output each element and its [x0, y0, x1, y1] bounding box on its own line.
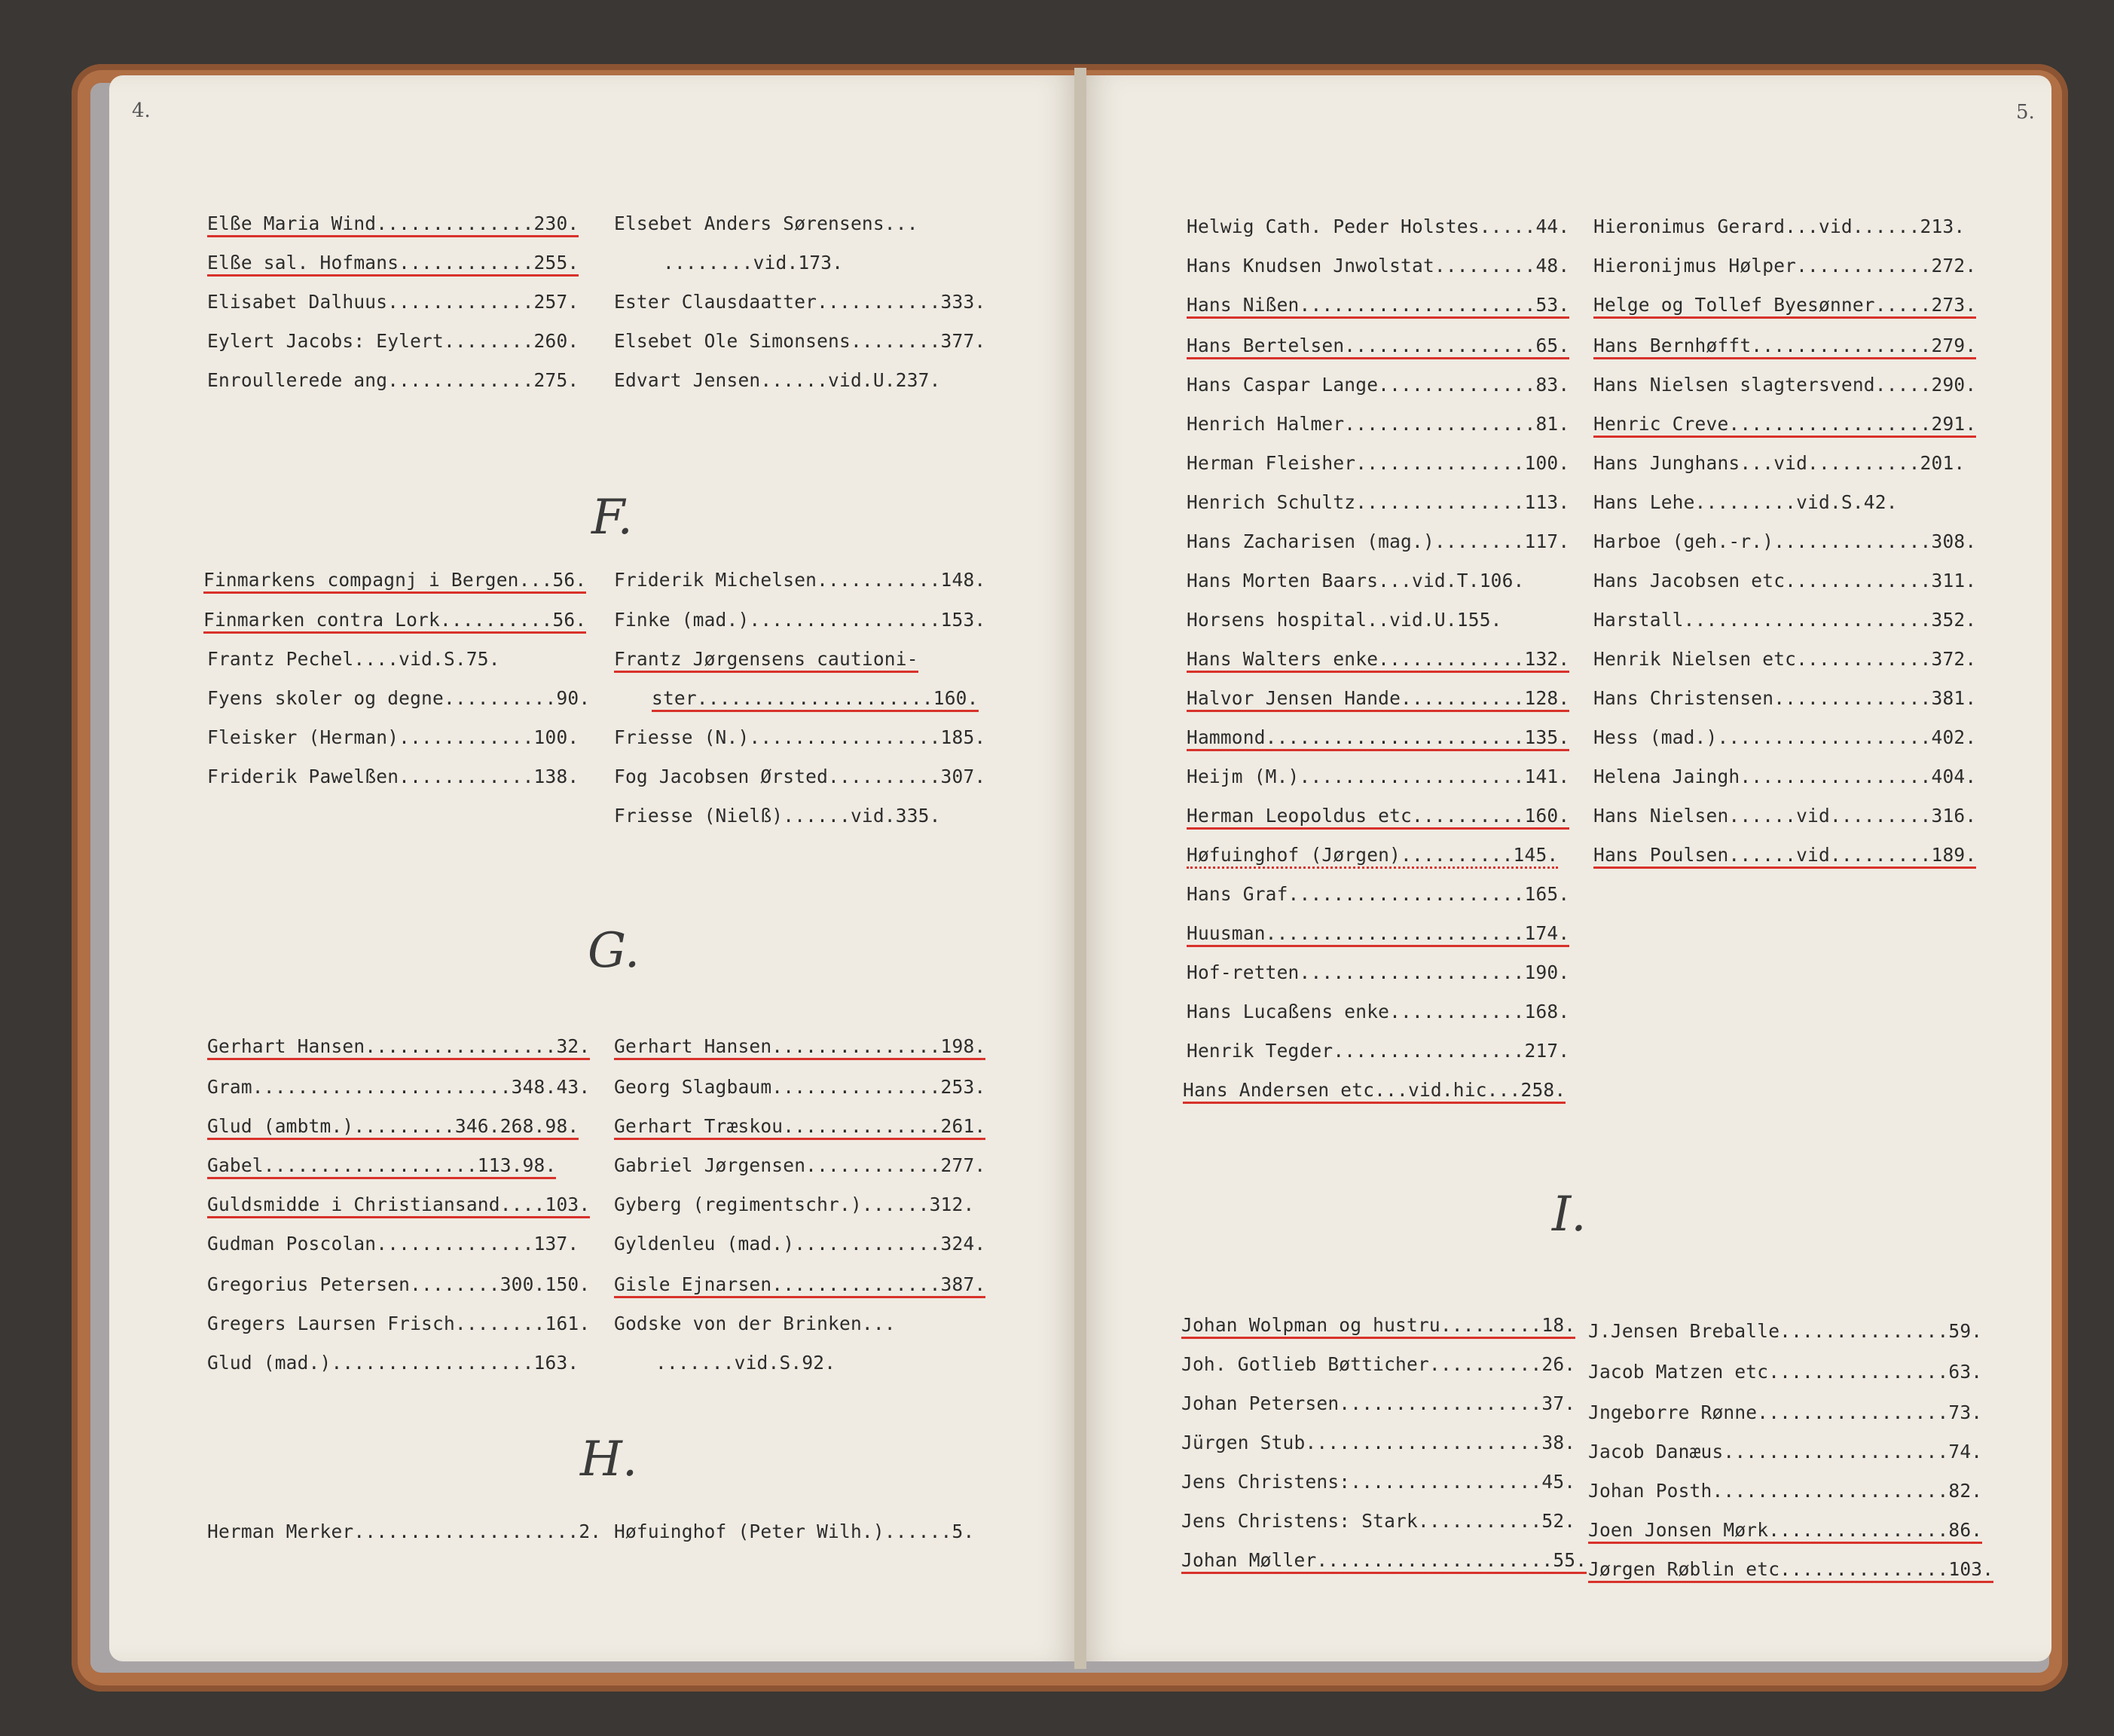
- index-entry: Gyberg (regimentschr.)......312.: [614, 1194, 975, 1215]
- index-entry: Hans Graf.....................165.: [1187, 883, 1570, 905]
- section-letter-g: G.: [588, 923, 640, 979]
- index-entry: Glud (ambtm.).........346.268.98.: [207, 1115, 579, 1140]
- index-entry: J.Jensen Breballe...............59.: [1588, 1320, 1983, 1342]
- index-entry: Finmarkens compagnj i Bergen...56.: [203, 569, 586, 594]
- index-entry: Guldsmidde i Christiansand....103.: [207, 1194, 590, 1218]
- index-entry: Herman Merker....................2.: [207, 1521, 602, 1542]
- index-entry: Herman Leopoldus etc..........160.: [1187, 805, 1569, 830]
- index-entry: Hans Morten Baars...vid.T.106.: [1187, 570, 1525, 591]
- index-entry: Gudman Poscolan..............137.: [207, 1233, 579, 1255]
- index-entry: Hans Knudsen Jnwolstat.........48.: [1187, 255, 1570, 277]
- index-entry: Friesse (N.).................185.: [614, 726, 986, 748]
- index-entry: ster.....................160.: [652, 687, 979, 712]
- index-entry: Harboe (geh.-r.)..............308.: [1593, 530, 1977, 552]
- index-entry: Elsebet Anders Sørensens...: [614, 212, 918, 234]
- index-entry: Eylert Jacobs: Eylert........260.: [207, 330, 579, 352]
- index-entry: Fleisker (Herman)............100.: [207, 726, 579, 748]
- index-entry: Henrik Nielsen etc............372.: [1593, 648, 1977, 670]
- book-gutter: [1074, 68, 1086, 1669]
- index-entry: Halvor Jensen Hande...........128.: [1187, 687, 1569, 712]
- index-entry: Elße sal. Hofmans............255.: [207, 252, 579, 277]
- index-entry: Harstall......................352.: [1593, 609, 1977, 631]
- index-entry: Høfuinghof (Peter Wilh.)......5.: [614, 1521, 975, 1542]
- index-entry: Gregers Laursen Frisch........161.: [207, 1313, 591, 1334]
- index-entry: Herman Fleisher...............100.: [1187, 452, 1570, 474]
- index-entry: Hans Poulsen......vid.........189.: [1593, 844, 1976, 869]
- index-entry: Gerhart Hansen...............198.: [614, 1035, 985, 1060]
- index-entry: Hans Christensen..............381.: [1593, 687, 1977, 709]
- index-entry: Hieronijmus Hølper............272.: [1593, 255, 1977, 277]
- index-entry: Hans Nißen.....................53.: [1187, 294, 1569, 319]
- index-entry: Jørgen Røblin etc...............103.: [1588, 1558, 1993, 1583]
- index-entry: Johan Møller.....................55.: [1181, 1549, 1587, 1574]
- index-entry: Jacob Matzen etc................63.: [1588, 1361, 1983, 1383]
- index-entry: Edvart Jensen......vid.U.237.: [614, 369, 941, 391]
- index-entry: Hans Zacharisen (mag.)........117.: [1187, 530, 1570, 552]
- left-page-number: 4.: [132, 99, 151, 122]
- index-entry: .......vid.S.92.: [655, 1352, 836, 1374]
- index-entry: Frantz Pechel....vid.S.75.: [207, 648, 500, 670]
- index-entry: Friderik Michelsen...........148.: [614, 569, 986, 591]
- index-entry: Elisabet Dalhuus.............257.: [207, 291, 579, 313]
- index-entry: Hans Nielsen......vid.........316.: [1593, 805, 1977, 827]
- index-entry: Hans Caspar Lange..............83.: [1187, 374, 1570, 396]
- index-entry: Høfuinghof (Jørgen)..........145.: [1187, 844, 1558, 869]
- index-entry: Hof-retten....................190.: [1187, 961, 1570, 983]
- section-letter-h: H.: [580, 1432, 638, 1487]
- section-letter-i: I.: [1552, 1187, 1587, 1242]
- index-entry: Friderik Pawelßen............138.: [207, 766, 579, 787]
- index-entry: Georg Slagbaum...............253.: [614, 1076, 986, 1098]
- index-entry: Hans Lehe.........vid.S.42.: [1593, 491, 1898, 513]
- index-entry: Jürgen Stub.....................38.: [1181, 1432, 1576, 1453]
- index-entry: Hans Lucaßens enke............168.: [1187, 1001, 1570, 1022]
- section-letter-f: F.: [591, 490, 633, 546]
- index-entry: Johan Posth.....................82.: [1588, 1480, 1983, 1502]
- index-entry: Fyens skoler og degne..........90.: [207, 687, 591, 709]
- index-entry: Friesse (Nielß)......vid.335.: [614, 805, 941, 827]
- index-entry: Hans Junghans...vid..........201.: [1593, 452, 1966, 474]
- index-entry: Finke (mad.).................153.: [614, 609, 986, 631]
- index-entry: Finmarken contra Lork..........56.: [203, 609, 586, 634]
- index-entry: Jacob Danæus....................74.: [1588, 1441, 1983, 1462]
- index-entry: Horsens hospital..vid.U.155.: [1187, 609, 1502, 631]
- right-page-number: 5.: [2016, 101, 2035, 124]
- index-entry: Gabriel Jørgensen............277.: [614, 1154, 986, 1176]
- index-entry: Johan Petersen..................37.: [1181, 1392, 1576, 1414]
- index-entry: Enroullerede ang.............275.: [207, 369, 579, 391]
- index-entry: Frantz Jørgensens cautioni-: [614, 648, 918, 673]
- index-entry: Gerhart Træskou..............261.: [614, 1115, 985, 1140]
- index-entry: Heijm (M.)....................141.: [1187, 766, 1570, 787]
- index-entry: Joen Jonsen Mørk................86.: [1588, 1519, 1982, 1544]
- index-entry: Hieronimus Gerard...vid......213.: [1593, 215, 1966, 237]
- index-entry: Helena Jaingh.................404.: [1593, 766, 1977, 787]
- index-entry: Jngeborre Rønne.................73.: [1588, 1401, 1983, 1423]
- index-entry: Helwig Cath. Peder Holstes.....44.: [1187, 215, 1570, 237]
- index-entry: Hans Nielsen slagtersvend.....290.: [1593, 374, 1977, 396]
- index-entry: Hans Jacobsen etc.............311.: [1593, 570, 1977, 591]
- index-entry: Henrich Halmer.................81.: [1187, 413, 1570, 435]
- index-entry: Jens Christens:.................45.: [1181, 1471, 1576, 1493]
- index-entry: Glud (mad.)..................163.: [207, 1352, 579, 1374]
- index-entry: Johan Wolpman og hustru.........18.: [1181, 1314, 1575, 1339]
- index-entry: Hans Bertelsen.................65.: [1187, 335, 1569, 359]
- index-entry: Henric Creve..................291.: [1593, 413, 1976, 438]
- index-entry: Hess (mad.)...................402.: [1593, 726, 1977, 748]
- index-entry: Jens Christens: Stark...........52.: [1181, 1510, 1576, 1532]
- index-entry: Gregorius Petersen........300.150.: [207, 1273, 591, 1295]
- index-entry: Gerhart Hansen.................32.: [207, 1035, 590, 1060]
- index-entry: Hans Andersen etc...vid.hic...258.: [1183, 1079, 1566, 1104]
- index-entry: ........vid.173.: [663, 252, 844, 274]
- index-entry: Gisle Ejnarsen...............387.: [614, 1273, 985, 1298]
- index-entry: Henrik Tegder.................217.: [1187, 1040, 1570, 1062]
- index-entry: Helge og Tollef Byesønner.....273.: [1593, 294, 1976, 319]
- index-entry: Henrich Schultz...............113.: [1187, 491, 1570, 513]
- index-entry: Hammond.......................135.: [1187, 726, 1569, 751]
- index-entry: Huusman.......................174.: [1187, 922, 1569, 947]
- index-entry: Elße Maria Wind..............230.: [207, 212, 579, 237]
- index-entry: Gyldenleu (mad.).............324.: [614, 1233, 986, 1255]
- index-entry: Ester Clausdaatter...........333.: [614, 291, 986, 313]
- index-entry: Gram.......................348.43.: [207, 1076, 591, 1098]
- index-entry: Godske von der Brinken...: [614, 1313, 896, 1334]
- index-entry: Fog Jacobsen Ørsted..........307.: [614, 766, 986, 787]
- index-entry: Hans Bernhøfft................279.: [1593, 335, 1976, 359]
- index-entry: Joh. Gotlieb Bøtticher..........26.: [1181, 1353, 1576, 1375]
- index-entry: Elsebet Ole Simonsens........377.: [614, 330, 986, 352]
- index-entry: Hans Walters enke.............132.: [1187, 648, 1569, 673]
- index-entry: Gabel...................113.98.: [207, 1154, 556, 1179]
